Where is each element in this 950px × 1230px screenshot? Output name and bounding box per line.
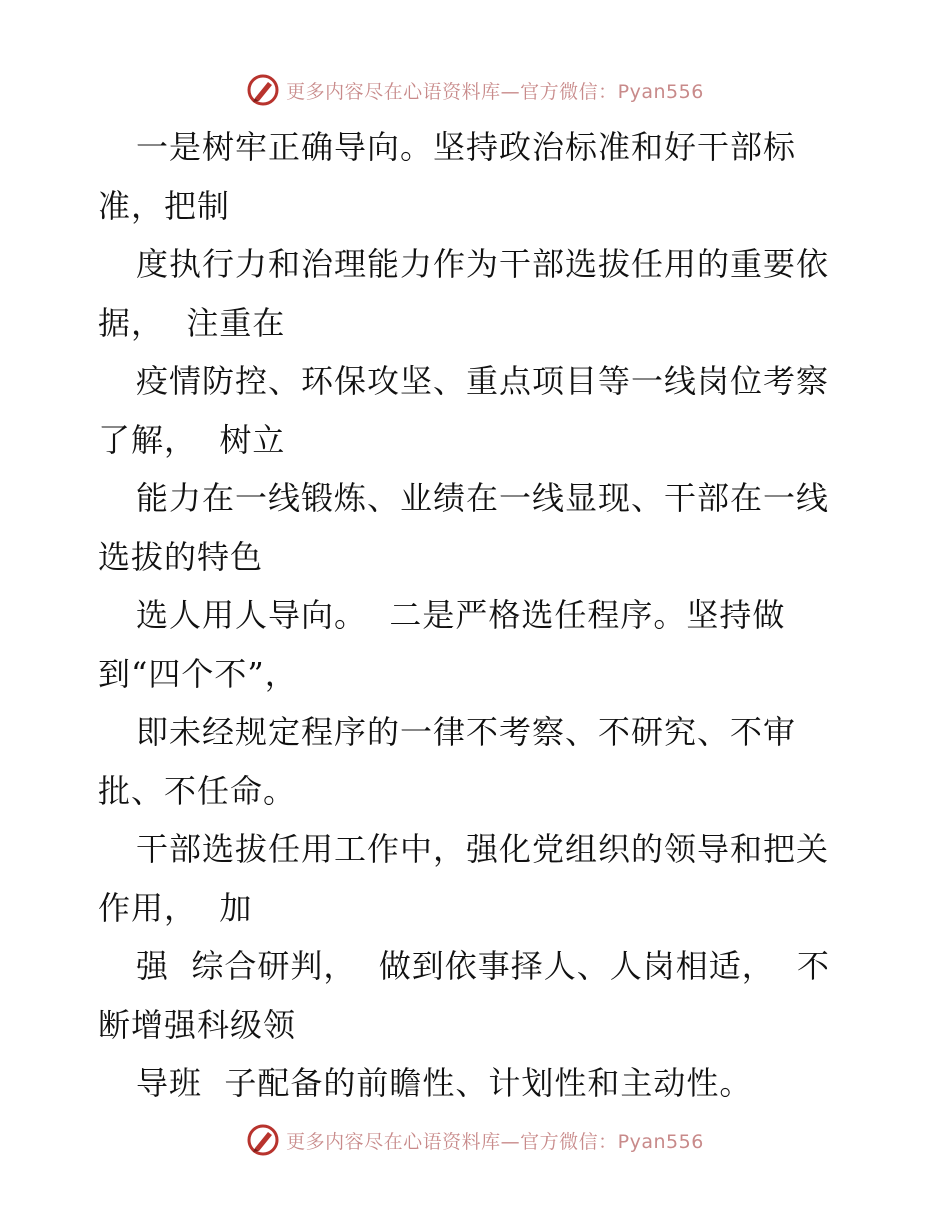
document-line: 强 综合研判， 做到依事择人、人岗相适， 不 — [136, 947, 831, 985]
document-line: 干部选拔任用工作中，强化党组织的领导和把关 — [136, 830, 830, 868]
document-line: 一是树牢正确导向。坚持政治标准和好干部标 — [136, 128, 797, 166]
document-line: 选人用人导向。 二是严格选任程序。坚持做 — [136, 596, 786, 634]
document-line: 了解， 树立 — [98, 420, 286, 459]
header-banner-text: 更多内容尽在心语资料库—官方微信：Pyan556 — [286, 80, 704, 103]
document-line: 疫情防控、环保攻坚、重点项目等一线岗位考察 — [136, 362, 830, 400]
document-line: 导班 子配备的前瞻性、计划性和主动性。 — [136, 1064, 753, 1102]
footer-banner-text: 更多内容尽在心语资料库—官方微信：Pyan556 — [286, 1130, 704, 1153]
document-line: 到“四个不”， — [98, 654, 298, 693]
document-line: 能力在一线锻炼、业绩在一线显现、干部在一线 — [136, 479, 830, 517]
footer-banner — [0, 1120, 950, 1160]
document-line: 准，把制 — [98, 186, 231, 225]
header-banner — [0, 70, 950, 110]
document-line: 据， 注重在 — [98, 303, 286, 342]
document-body — [98, 118, 858, 1113]
document-line: 选拔的特色 — [98, 537, 264, 576]
document-line: 度执行力和治理能力作为干部选拔任用的重要依 — [136, 245, 830, 283]
pen-logo-icon — [246, 73, 280, 107]
document-line: 作用， 加 — [98, 888, 253, 927]
pen-logo-icon — [246, 1123, 280, 1157]
document-line: 即未经规定程序的一律不考察、不研究、不审 — [136, 713, 797, 751]
document-line: 断增强科级领 — [98, 1005, 297, 1044]
document-line: 批、不任命。 — [98, 771, 297, 810]
